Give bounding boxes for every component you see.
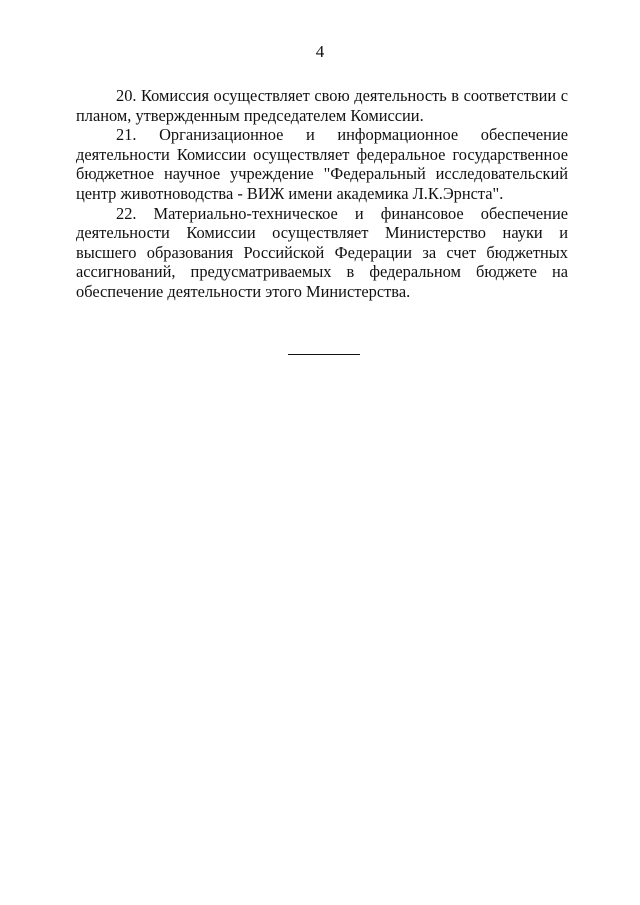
paragraph-22: 22. Материально-техническое и финансовое обеспечение деятельности Комиссии осуществляет Министерство науки и высшего образования Российской Федерации за счет бюджетных ассигнований, предусматриваемых в федеральном бюджете на обеспечение деятельности этого Министерства. xyxy=(76,203,568,301)
paragraph-21: 21. Организационное и информационное обеспечение деятельности Комиссии осуществляет федеральное государственное бюджетное научное учреждение "Федеральный исследовательский центр животноводства - ВИЖ имени академика Л.К.Эрнста". xyxy=(76,125,568,203)
document-body xyxy=(76,86,568,302)
page-number: 4 xyxy=(315,42,325,61)
paragraph-20: 20. Комиссия осуществляет свою деятельность в соответствии с планом, утвержденным председателем Комиссии. xyxy=(76,86,568,125)
end-separator-line xyxy=(288,354,360,355)
